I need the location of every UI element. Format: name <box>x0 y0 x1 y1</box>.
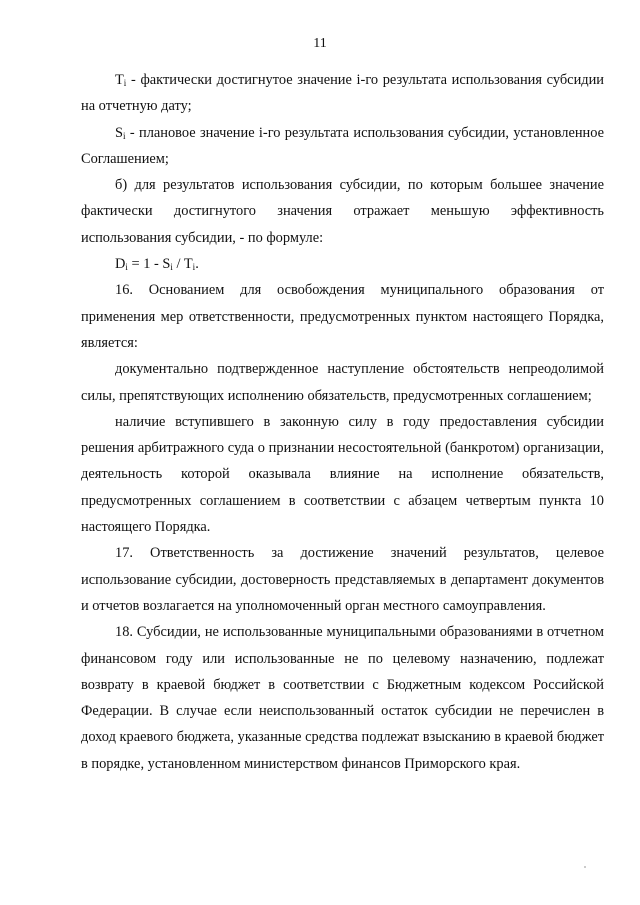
paragraph-bankruptcy: наличие вступившего в законную силу в году предоставления субсидии решения арбитражного суда о признании несостоятельной (банкротом) организации, деятельность которой оказывала влияние на исполнение обязательств, предусмотренных соглашением в соответствии с абзацем четвертым пункта 10 настоящего Порядка. <box>81 413 604 536</box>
paragraph-si-definition: $S_i$ - плановое значение i-го результата использования субсидии, установленное Соглашением; <box>81 124 604 167</box>
paragraph-ti-definition: $T_i$ - фактически достигнутое значение i-го результата использования субсидии на отчетную дату; <box>81 72 604 115</box>
paragraph-16: 16. Основанием для освобождения муниципального образования от применения мер ответственности, предусмотренных пунктом настоящего Порядка, является: <box>81 282 604 351</box>
page-number: 11 <box>313 36 327 51</box>
paragraph-17: 17. Ответственность за достижение значений результатов, целевое использование субсидии, достоверность представляемых в департамент документов и отчетов возлагается на уполномоченный орган местного самоуправления. <box>81 545 604 614</box>
document-body <box>81 67 604 777</box>
paragraph-b-condition: б) для результатов использования субсидии, по которым большее значение фактически достигнутого значения отражает меньшую эффективность использования субсидии, - по формуле: <box>81 177 604 246</box>
paragraph-force-majeure: документально подтвержденное наступление обстоятельств непреодолимой силы, препятствующих исполнению обязательств, предусмотренных соглашением; <box>81 361 604 404</box>
scan-speck <box>584 866 586 868</box>
formula-line: $D_i = 1 - S_i / T_i$. <box>115 256 199 273</box>
paragraph-18: 18. Субсидии, не использованные муниципальными образованиями в отчетном финансовом году или использованные не по целевому назначению, подлежат возврату в краевой бюджет в соответствии с Бюджетным кодексом Российской Федерации. В случае если неиспользованный остаток субсидии не перечислен в доход краевого бюджета, указанные средства подлежат взысканию в краевой бюджет в порядке, установленном министерством финансов Приморского края. <box>81 624 604 772</box>
